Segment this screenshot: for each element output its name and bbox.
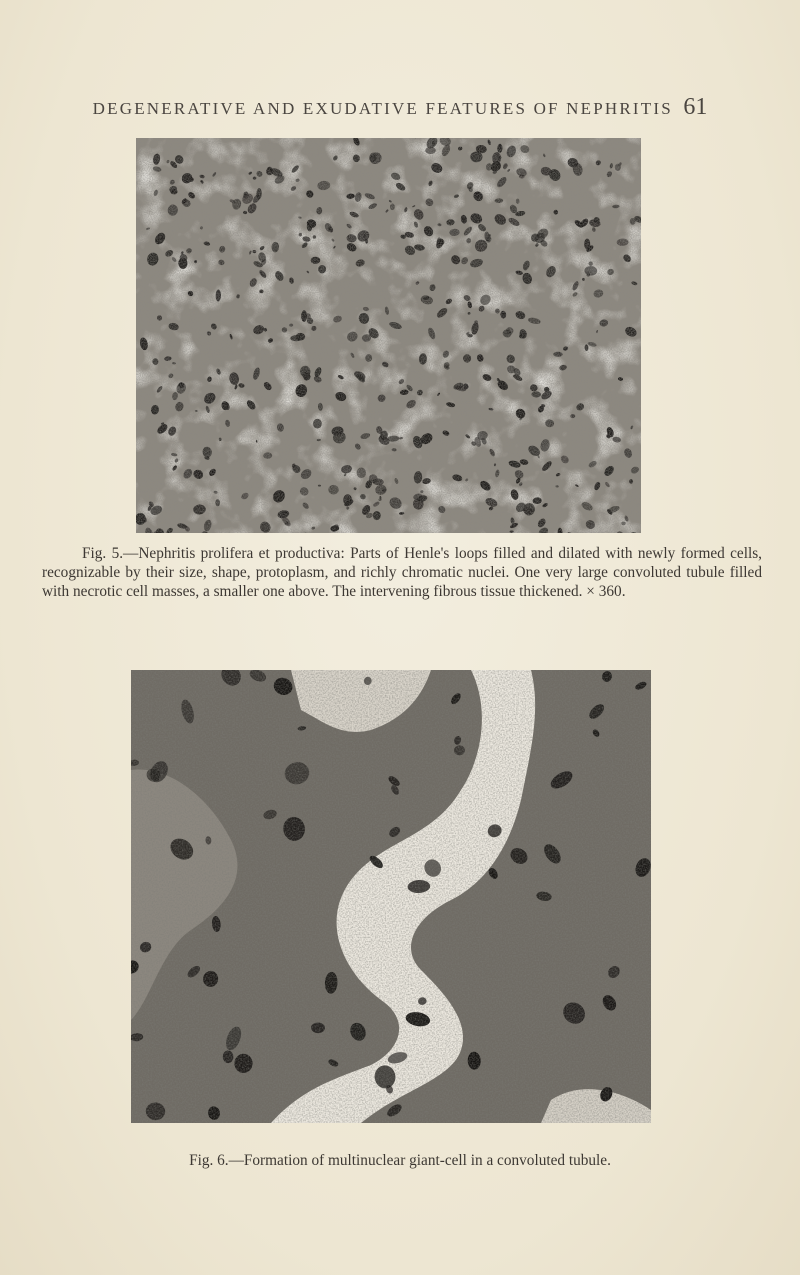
figure-5-caption: Fig. 5.—Nephritis prolifera et productiva: Parts of Henle's loops filled and dilated with newly formed cells, recognizable by their size, shape, protoplasm, and richly chromatic nuclei. One very large convoluted tubule filled with necrotic cell masses, a smaller one above. The intervening fibrous tissue thickened. × 360. — [42, 545, 762, 600]
running-header — [0, 94, 800, 121]
micrograph-image — [131, 670, 651, 1123]
page-number: 61 — [683, 94, 708, 120]
figure-6-micrograph — [131, 670, 651, 1123]
running-title: DEGENERATIVE AND EXUDATIVE FEATURES OF NEPHRITIS — [92, 99, 673, 118]
figure-5-micrograph — [136, 138, 641, 533]
micrograph-image — [136, 138, 641, 533]
figure-6-caption: Fig. 6.—Formation of multinuclear giant-cell in a convoluted tubule. — [189, 1152, 611, 1169]
